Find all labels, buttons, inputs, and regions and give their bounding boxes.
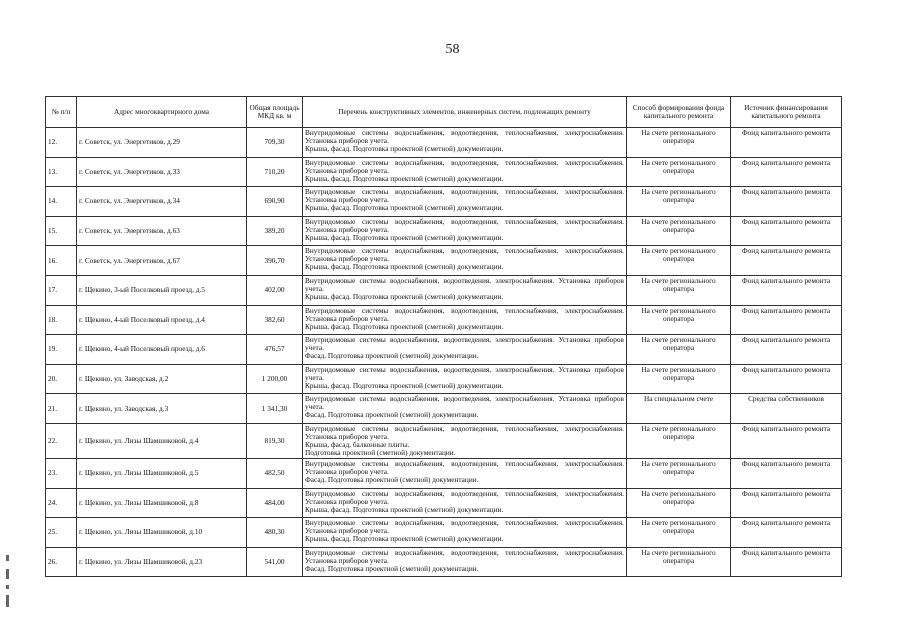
header-address: Адрес многоквартирного дома	[77, 97, 247, 128]
row-fund-method: На счете регионального оператора	[627, 275, 731, 305]
row-fund-source: Фонд капитального ремонта	[731, 423, 842, 458]
header-elements: Перечень конструктивных элементов, инженерных систем, подлежащих ремонту	[303, 97, 627, 128]
table-header-row	[46, 97, 842, 128]
row-address: г. Щекино, ул. Лизы Шамшиковой, д.10	[77, 518, 247, 548]
row-address: г. Советск, ул. Энергетиков, д.34	[77, 187, 247, 217]
table-row	[46, 216, 842, 246]
row-address: г. Советск, ул. Энергетиков, д.63	[77, 216, 247, 246]
table-row	[46, 423, 842, 458]
row-elements	[303, 335, 627, 365]
row-area: 1 341,30	[247, 394, 303, 424]
element-line: Внутридомовые системы водоснабжения, водоотведения, теплоснабжения, электроснабжения. Установка приборов учета.	[305, 518, 624, 536]
row-fund-method: На счете регионального оператора	[627, 335, 731, 365]
row-fund-method: На счете регионального оператора	[627, 157, 731, 187]
header-area: Общая площадь МКД кв. м	[247, 97, 303, 128]
row-elements	[303, 246, 627, 276]
row-elements	[303, 547, 627, 577]
row-elements	[303, 518, 627, 548]
element-line: Внутридомовые системы водоснабжения, водоотведения, теплоснабжения, электроснабжения. Установка приборов учета.	[305, 246, 624, 264]
row-fund-source: Фонд капитального ремонта	[731, 458, 842, 488]
element-line: Внутридомовые системы водоснабжения, водоотведения, теплоснабжения, электроснабжения. Установка приборов учета.	[305, 157, 624, 175]
row-number: 26.	[46, 547, 77, 577]
element-line: Внутридомовые системы водоснабжения, водоотведения, теплоснабжения, электроснабжения. Установка приборов учета.	[305, 128, 624, 145]
row-fund-source: Фонд капитального ремонта	[731, 364, 842, 394]
element-line: Внутридомовые системы водоснабжения, водоотведения, теплоснабжения, электроснабжения. Установка приборов учета.	[305, 187, 624, 205]
row-address: г. Щекино, 3-ый Поселковый проезд, д.5	[77, 275, 247, 305]
row-area: 389,20	[247, 216, 303, 246]
row-elements	[303, 458, 627, 488]
element-line: Фасад. Подготовка проектной (сметной) документации.	[305, 410, 479, 420]
row-area: 709,30	[247, 128, 303, 158]
row-fund-source: Фонд капитального ремонта	[731, 305, 842, 335]
row-fund-method: На счете регионального оператора	[627, 518, 731, 548]
row-number: 12.	[46, 128, 77, 158]
element-line: Крыша, фасад. Подготовка проектной (сметной) документации.	[305, 534, 504, 544]
element-line: Крыша, фасад, балконные плиты.	[305, 439, 410, 449]
row-area: 390,70	[247, 246, 303, 276]
row-address: г. Советск, ул. Энергетиков, д.33	[77, 157, 247, 187]
element-line: Крыша, фасад. Подготовка проектной (сметной) документации.	[305, 173, 504, 183]
row-number: 18.	[46, 305, 77, 335]
element-line: Крыша, фасад. Подготовка проектной (сметной) документации.	[305, 262, 504, 272]
element-line: Крыша, фасад. Подготовка проектной (сметной) документации.	[305, 203, 504, 213]
row-area: 1 200,00	[247, 364, 303, 394]
element-line: Фасад. Подготовка проектной (сметной) документации.	[305, 563, 479, 573]
table-row	[46, 488, 842, 518]
element-line: Фасад. Подготовка проектной (сметной) документации.	[305, 474, 479, 484]
row-elements	[303, 128, 627, 158]
row-address: г. Щекино, ул. Лизы Шамшиковой, д.5	[77, 458, 247, 488]
row-number: 13.	[46, 157, 77, 187]
row-fund-source: Фонд капитального ремонта	[731, 128, 842, 158]
row-fund-source: Фонд капитального ремонта	[731, 187, 842, 217]
row-fund-source: Фонд капитального ремонта	[731, 488, 842, 518]
row-address: г. Советск, ул. Энергетиков, д.67	[77, 246, 247, 276]
element-line: Внутридомовые системы водоснабжения, водоотведения, теплоснабжения, электроснабжения. Установка приборов учета.	[305, 547, 624, 565]
row-fund-source: Фонд капитального ремонта	[731, 518, 842, 548]
row-number: 21.	[46, 394, 77, 424]
row-area: 710,20	[247, 157, 303, 187]
row-address: г. Щекино, ул. Лизы Шамшиковой, д.4	[77, 423, 247, 458]
row-fund-source: Фонд капитального ремонта	[731, 216, 842, 246]
row-number: 17.	[46, 275, 77, 305]
row-address: г. Щекино, ул. Лизы Шамшиковой, д.8	[77, 488, 247, 518]
row-address: г. Щекино, ул. Заводская, д.3	[77, 394, 247, 424]
element-line: Крыша, фасад. Подготовка проектной (сметной) документации.	[305, 380, 504, 390]
row-fund-method: На счете регионального оператора	[627, 246, 731, 276]
element-line: Внутридомовые системы водоснабжения, водоотведения, теплоснабжения, электроснабжения. Установка приборов учета.	[305, 423, 624, 441]
row-elements	[303, 187, 627, 217]
table-row	[46, 458, 842, 488]
row-fund-method: На счете регионального оператора	[627, 187, 731, 217]
element-line: Внутридомовые системы водоснабжения, водоотведения, теплоснабжения, электроснабжения. Установка приборов учета.	[305, 216, 624, 234]
row-elements	[303, 305, 627, 335]
row-area: 480,30	[247, 518, 303, 548]
element-line: Крыша, фасад. Подготовка проектной (сметной) документации.	[305, 321, 504, 331]
row-address: г. Советск, ул. Энергетиков, д.29	[77, 128, 247, 158]
table-row	[46, 305, 842, 335]
element-line: Крыша, фасад. Подготовка проектной (сметной) документации.	[305, 291, 504, 301]
row-address: г. Щекино, 4-ый Поселковый проезд, д.4	[77, 305, 247, 335]
row-number: 20.	[46, 364, 77, 394]
row-elements	[303, 216, 627, 246]
table-row	[46, 275, 842, 305]
row-elements	[303, 488, 627, 518]
row-address: г. Щекино, 4-ый Поселковый проезд, д.6	[77, 335, 247, 365]
row-area: 476,57	[247, 335, 303, 365]
element-line: Крыша, фасад. Подготовка проектной (сметной) документации.	[305, 504, 504, 514]
element-line: Внутридомовые системы водоснабжения, водоотведения, электроснабжения. Установка приборов учета.	[305, 364, 624, 382]
row-elements	[303, 423, 627, 458]
header-source: Источник финансирования капитального ремонта	[731, 97, 842, 128]
header-num: № п/п	[46, 97, 77, 128]
row-fund-source: Фонд капитального ремонта	[731, 275, 842, 305]
element-line: Крыша, фасад. Подготовка проектной (сметной) документации.	[305, 144, 504, 153]
header-method: Способ формирования фонда капитального ремонта	[627, 97, 731, 128]
row-number: 24.	[46, 488, 77, 518]
row-elements	[303, 364, 627, 394]
row-area: 402,00	[247, 275, 303, 305]
row-number: 14.	[46, 187, 77, 217]
row-fund-source: Фонд капитального ремонта	[731, 157, 842, 187]
element-line: Внутридомовые системы водоснабжения, водоотведения, теплоснабжения, электроснабжения. Установка приборов учета.	[305, 458, 624, 476]
element-line: Крыша, фасад. Подготовка проектной (сметной) документации.	[305, 232, 504, 242]
row-elements	[303, 275, 627, 305]
row-fund-method: На счете регионального оператора	[627, 128, 731, 158]
row-fund-method: На счете регионального оператора	[627, 305, 731, 335]
row-fund-method: На счете регионального оператора	[627, 458, 731, 488]
capital-repair-table	[45, 96, 842, 577]
row-area: 819,30	[247, 423, 303, 458]
margin-scan-marks	[6, 555, 10, 625]
element-line: Подготовка проектной (сметной) документации.	[305, 447, 456, 457]
row-elements	[303, 157, 627, 187]
row-number: 15.	[46, 216, 77, 246]
row-number: 19.	[46, 335, 77, 365]
element-line: Внутридомовые системы водоснабжения, водоотведения, теплоснабжения, электроснабжения. Установка приборов учета.	[305, 488, 624, 506]
row-area: 541,00	[247, 547, 303, 577]
page-number: 58	[445, 42, 460, 57]
row-address: г. Щекино, ул. Лизы Шамшиковой, д.23	[77, 547, 247, 577]
row-number: 25.	[46, 518, 77, 548]
row-area: 484,00	[247, 488, 303, 518]
table-row	[46, 364, 842, 394]
row-area: 382,60	[247, 305, 303, 335]
table-row	[46, 518, 842, 548]
row-fund-method: На счете регионального оператора	[627, 364, 731, 394]
table-row	[46, 394, 842, 424]
table-row	[46, 157, 842, 187]
element-line: Внутридомовые системы водоснабжения, водоотведения, электроснабжения. Установка приборов учета.	[305, 335, 624, 353]
row-fund-source: Фонд капитального ремонта	[731, 335, 842, 365]
row-area: 482,50	[247, 458, 303, 488]
row-fund-source: Средства собственников	[731, 394, 842, 424]
row-number: 23.	[46, 458, 77, 488]
table-body	[46, 128, 842, 577]
row-fund-source: Фонд капитального ремонта	[731, 547, 842, 577]
element-line: Внутридомовые системы водоснабжения, водоотведения, теплоснабжения, электроснабжения. Установка приборов учета.	[305, 305, 624, 323]
element-line: Внутридомовые системы водоснабжения, водоотведения, электроснабжения. Установка приборов учета.	[305, 394, 624, 412]
table-row	[46, 128, 842, 158]
row-address: г. Щекино, ул. Заводская, д.2	[77, 364, 247, 394]
row-fund-method: На счете регионального оператора	[627, 423, 731, 458]
row-fund-method: На счете регионального оператора	[627, 216, 731, 246]
table-row	[46, 547, 842, 577]
row-fund-source: Фонд капитального ремонта	[731, 246, 842, 276]
row-fund-method: На специальном счете	[627, 394, 731, 424]
row-number: 22.	[46, 423, 77, 458]
row-number: 16.	[46, 246, 77, 276]
table-row	[46, 187, 842, 217]
row-fund-method: На счете регионального оператора	[627, 488, 731, 518]
element-line: Фасад. Подготовка проектной (сметной) документации.	[305, 351, 479, 361]
table-row	[46, 335, 842, 365]
row-elements	[303, 394, 627, 424]
element-line: Внутридомовые системы водоснабжения, водоотведения, электроснабжения. Установка приборов учета.	[305, 275, 624, 293]
row-area: 690,90	[247, 187, 303, 217]
table-row	[46, 246, 842, 276]
row-fund-method: На счете регионального оператора	[627, 547, 731, 577]
